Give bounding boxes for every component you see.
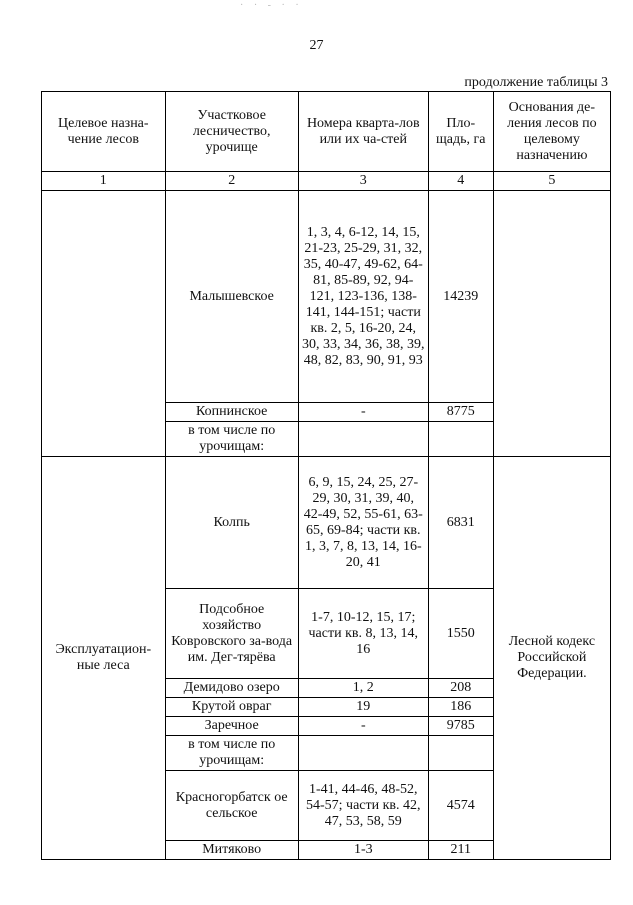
header-purpose: Целевое назна-чение лесов: [42, 92, 166, 172]
quarters-cell: 1, 3, 4, 6-12, 14, 15, 21-23, 25-29, 31, 32, 35, 40-47, 49-62, 64-81, 85-89, 92, 94-121, 123-136, 138-141, 144-151; части кв. 2, 5, 16-20, 24, 30, 33, 34, 36, 38, 39, 48, 82, 83, 90, 91, 93: [298, 191, 428, 403]
quarters-cell: 1-41, 44-46, 48-52, 54-57; части кв. 42, 47, 53, 58, 59: [298, 771, 428, 841]
basis-cell: Лесной кодекс Российской Федерации.: [493, 457, 610, 860]
area-cell: 1550: [428, 589, 493, 679]
table-continuation-label: продолжение таблицы 3: [464, 75, 608, 90]
forestry-name: Малышевское: [165, 191, 298, 403]
header-area: Пло-щадь, га: [428, 92, 493, 172]
empty-purpose-cell: [42, 191, 166, 457]
forestry-name: Подсобное хозяйство Ковровского за-вода им. Дег-тярёва: [165, 589, 298, 679]
area-cell: 186: [428, 698, 493, 717]
quarters-cell: 6, 9, 15, 24, 25, 27-29, 30, 31, 39, 40, 42-49, 52, 55-61, 63-65, 69-84; части кв. 1, 3, 7, 8, 13, 14, 16-20, 41: [298, 457, 428, 589]
table-row: [42, 191, 611, 403]
quarters-cell: -: [298, 717, 428, 736]
forestry-name: Колпь: [165, 457, 298, 589]
forestry-subgroup-label: в том числе по урочищам:: [165, 422, 298, 457]
purpose-group-label: Эксплуатацион-ные леса: [42, 457, 166, 860]
area-cell: [428, 422, 493, 457]
area-cell: 208: [428, 679, 493, 698]
column-number: 1: [42, 172, 166, 191]
area-cell: 8775: [428, 403, 493, 422]
quarters-cell: 1, 2: [298, 679, 428, 698]
area-cell: 14239: [428, 191, 493, 403]
area-cell: 211: [428, 841, 493, 860]
column-number: 5: [493, 172, 610, 191]
area-cell: [428, 736, 493, 771]
forest-purpose-table: [41, 91, 611, 860]
scan-smudge: · · - · ·: [240, 0, 303, 8]
column-number: 3: [298, 172, 428, 191]
forestry-name: Красногорбатск ое сельское: [165, 771, 298, 841]
forestry-name: Крутой овраг: [165, 698, 298, 717]
column-number-row: [42, 172, 611, 191]
quarters-cell: 19: [298, 698, 428, 717]
table-row: [42, 457, 611, 589]
area-cell: 4574: [428, 771, 493, 841]
forestry-subgroup-label: в том числе по урочищам:: [165, 736, 298, 771]
quarters-cell: 1-3: [298, 841, 428, 860]
forestry-name: Демидово озеро: [165, 679, 298, 698]
forestry-name: Копнинское: [165, 403, 298, 422]
empty-basis-cell: [493, 191, 610, 457]
header-quarters: Номера кварта-лов или их ча-стей: [298, 92, 428, 172]
quarters-cell: [298, 422, 428, 457]
header-row: [42, 92, 611, 172]
forestry-name: Митяково: [165, 841, 298, 860]
column-number: 4: [428, 172, 493, 191]
area-cell: 9785: [428, 717, 493, 736]
header-forestry: Участковое лесничество, урочище: [165, 92, 298, 172]
quarters-cell: [298, 736, 428, 771]
quarters-cell: 1-7, 10-12, 15, 17; части кв. 8, 13, 14, 16: [298, 589, 428, 679]
page-number: 27: [309, 38, 324, 53]
header-basis: Основания де-ления лесов по целевому назначению: [493, 92, 610, 172]
forestry-name: Заречное: [165, 717, 298, 736]
area-cell: 6831: [428, 457, 493, 589]
quarters-cell: -: [298, 403, 428, 422]
column-number: 2: [165, 172, 298, 191]
